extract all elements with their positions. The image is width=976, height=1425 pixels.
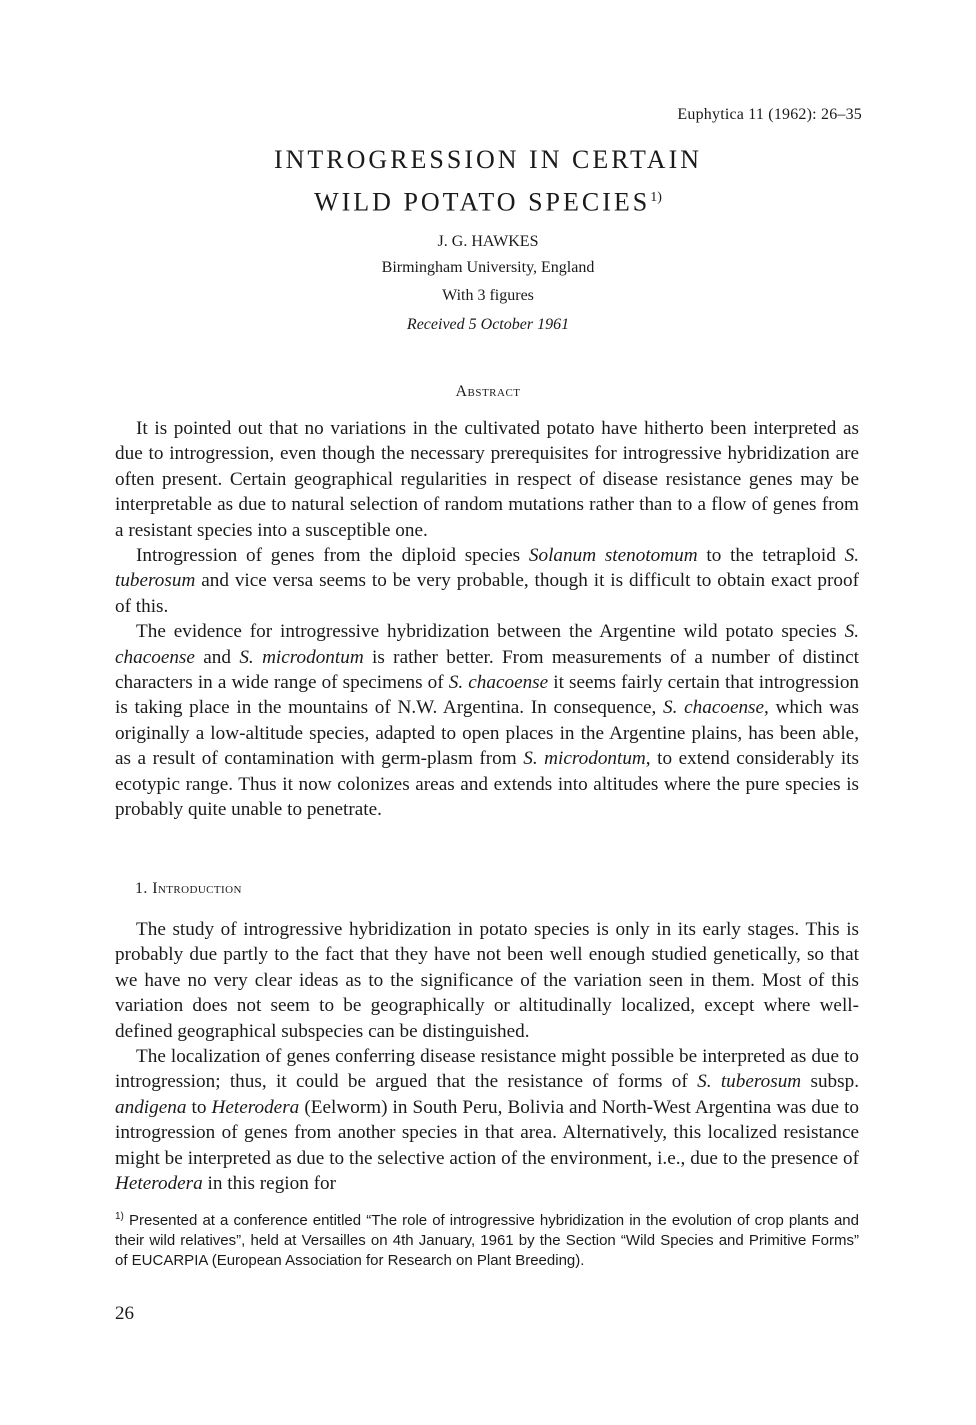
abstract-paragraph-1: It is pointed out that no variations in the cultivated potato have hitherto been interpreted as due to introgression, even though the necessary prerequisites for introgressive hybridization are often present. Certain geographical regularities in respect of disease resistance genes may be interpretable as due to natural selection of random mutations rather than to a flow of genes from a resistant species into a susceptible one. (115, 418, 859, 541)
text-run: in this region for (202, 1173, 336, 1195)
section-number: 1. (135, 880, 148, 897)
abstract-body (115, 416, 859, 823)
text-run: it seems fairly certain that introgression is taking place in the mountains of N.W. Argentina. In consequence, (115, 672, 860, 719)
author-name: J. G. HAWKES (437, 233, 539, 250)
footnote-text: Presented at a conference entitled “The role of introgressive hybridization in the evolution of crop plants and their wild relatives”, held at Versailles on 4th January, 1961 by the Section “Wild Species and Primitive Forms” of EUCARPIA (European Association for Research on Plant Breeding). (115, 1212, 859, 1269)
species-name: S. tuberosum (115, 545, 859, 592)
introduction-heading (135, 880, 242, 898)
introduction-paragraph-2 (115, 1044, 859, 1196)
title-line-2-text: WILD POTATO SPECIES (314, 187, 651, 217)
article-title (0, 141, 976, 222)
text-run: The localization of genes conferring disease resistance might possible be interpreted as due to introgression; thus, it could be argued that the resistance of forms of (115, 1046, 859, 1093)
text-run: to the tetraploid (697, 545, 845, 567)
text-run: , to extend considerably its ecotypic range. Thus it now colonizes areas and extends into altitudes where the pure species is probably quite unable to penetrate. (115, 748, 859, 821)
text-run: (Eelworm) in South Peru, Bolivia and North-West Argentina was due to introgression of genes from another species in that area. Alternatively, this localized resistance might be interpreted as due to the selective action of the environment, i.e., due to the presence of (115, 1096, 859, 1169)
text-run: to (186, 1096, 212, 1118)
text-run: The evidence for introgressive hybridization between the Argentine wild potato species (136, 621, 845, 643)
text-run: Introgression of genes from the diploid species (136, 545, 529, 567)
section-title: Introduction (152, 880, 242, 897)
introduction-paragraph-1: The study of introgressive hybridization in potato species is only in its early stages. This is probably due partly to the fact that they have not been well enough studied genetically, so that we have no very clear ideas as to the significance of the variation seen in them. Most of this variation does not seem to be geographically or altitudinally localized, except where well-defined geographical subspecies can be distinguished. (115, 919, 859, 1042)
received-date: Received 5 October 1961 (406, 316, 570, 333)
abstract-paragraph-2 (115, 543, 859, 619)
species-name: Solanum stenotomum (528, 545, 698, 567)
journal-citation: Euphytica 11 (1962): 26–35 (677, 106, 862, 123)
text-run: subsp. (801, 1071, 859, 1093)
species-name: S. microdontum (523, 748, 646, 770)
species-name: Heterodera (211, 1096, 300, 1118)
abstract-heading: Abstract (455, 383, 521, 400)
species-name: S. chacoense (448, 672, 549, 694)
figure-count: With 3 figures (442, 287, 534, 304)
text-run: , which was originally a low-altitude species, adapted to open places in the Argentine plains, has been able, as a result of contamination with germ-plasm from (115, 697, 859, 770)
footnote (115, 1207, 859, 1271)
title-line-2 (0, 179, 976, 222)
text-run: is rather better. From measurements of a number of distinct characters in a wide range of specimens of (115, 646, 859, 694)
title-footnote-marker: 1) (650, 190, 662, 205)
title-line-1: INTROGRESSION IN CERTAIN (273, 145, 702, 174)
author-affiliation: Birmingham University, England (381, 259, 595, 276)
text-run: and vice versa seems to be very probable, though it is difficult to obtain exact proof of this. (115, 570, 859, 617)
species-name: S. chacoense (663, 697, 765, 719)
introduction-body (115, 917, 859, 1196)
footnote-marker: 1) (115, 1211, 124, 1222)
species-name: S. chacoense (115, 621, 859, 668)
species-name: S. tuberosum (697, 1071, 802, 1093)
species-name: S. microdontum (239, 646, 364, 668)
species-name: Heterodera (115, 1173, 203, 1195)
abstract-paragraph-3 (115, 619, 859, 822)
page-number: 26 (115, 1303, 134, 1324)
text-run: and (194, 646, 240, 668)
species-name: andigena (115, 1096, 187, 1118)
